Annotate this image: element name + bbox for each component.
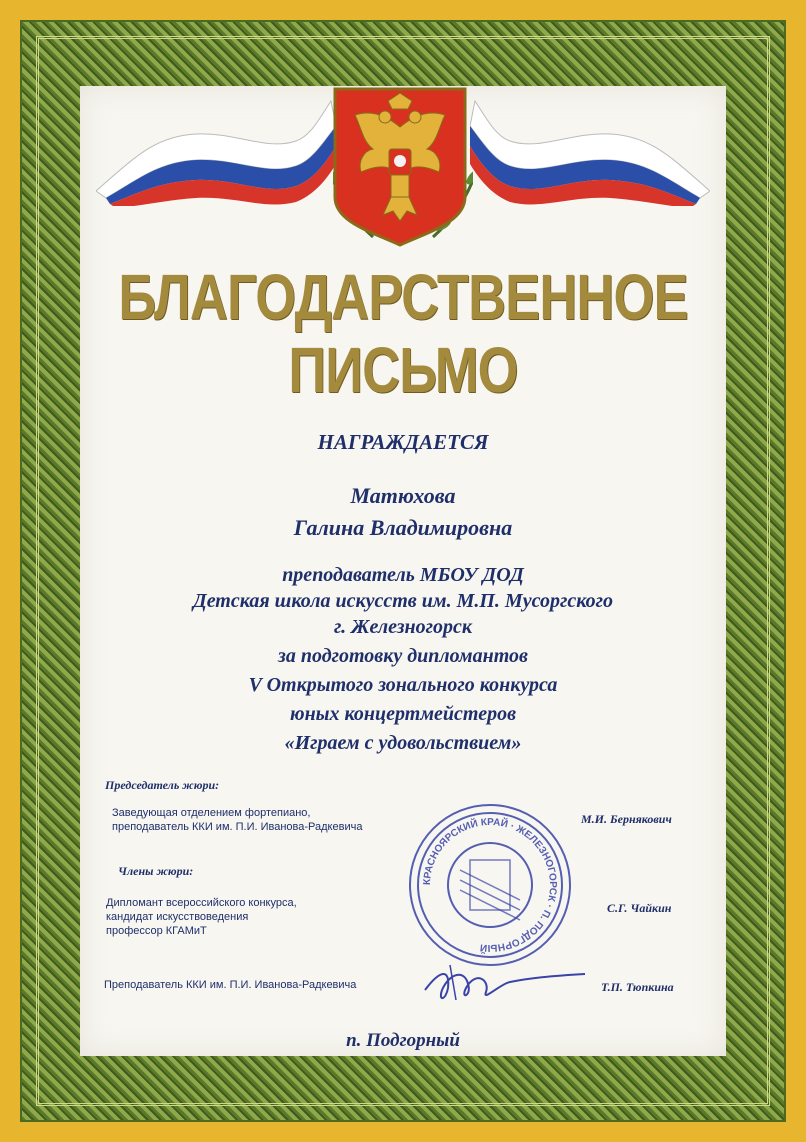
title-line-2: ПИСЬМО — [288, 334, 518, 406]
body-line: г. Железногорск — [333, 616, 473, 638]
awarded-label: НАГРАЖДАЕТСЯ — [317, 430, 489, 454]
body-line: «Играем с удовольствием» — [284, 732, 522, 754]
russian-coat-of-arms-icon — [333, 87, 473, 257]
left-flag-ribbon-icon — [96, 96, 336, 206]
stamp-text: КРАСНОЯРСКИЙ КРАЙ · ЖЕЛЕЗНОГОРСК · П. ПОДГОРНЫЙ — [421, 816, 559, 954]
jury-chair-name: М.И. Бернякович — [581, 812, 672, 826]
body-line: Детская школа искусств им. М.П. Мусоргского — [193, 590, 613, 612]
jury-chair-text: Заведующая отделением фортепиано, преподаватель ККИ им. П.И. Иванова-Радкевича — [112, 807, 363, 833]
place-name: п. Подгорный — [346, 1030, 460, 1051]
recipient-given-names: Галина Владимировна — [293, 515, 513, 540]
body-line: V Открытого зонального конкурса — [248, 674, 558, 696]
jury-chair-heading: Председатель жюри: — [105, 778, 220, 792]
body-line: преподаватель МБОУ ДОД — [282, 564, 524, 586]
jury-member2-name: Т.П. Тюпкина — [601, 980, 674, 994]
official-stamp-icon — [400, 800, 580, 970]
jury-members-heading: Члены жюри: — [118, 864, 194, 878]
recipient-surname: Матюхова — [350, 483, 456, 508]
body-line: юных концертмейстеров — [289, 703, 517, 725]
right-flag-ribbon-icon — [470, 96, 710, 206]
title-line-1: БЛАГОДАРСТВЕННОЕ — [118, 261, 688, 333]
body-line: за подготовку дипломантов — [278, 645, 528, 667]
signature-icon — [420, 960, 590, 1010]
jury-member1-text: Дипломант всероссийского конкурса, кандидат искусствоведения профессор КГАМиТ — [106, 897, 297, 937]
jury-member2-text: Преподаватель ККИ им. П.И. Иванова-Радкевича — [104, 979, 357, 991]
jury-member1-name: С.Г. Чайкин — [607, 901, 672, 915]
